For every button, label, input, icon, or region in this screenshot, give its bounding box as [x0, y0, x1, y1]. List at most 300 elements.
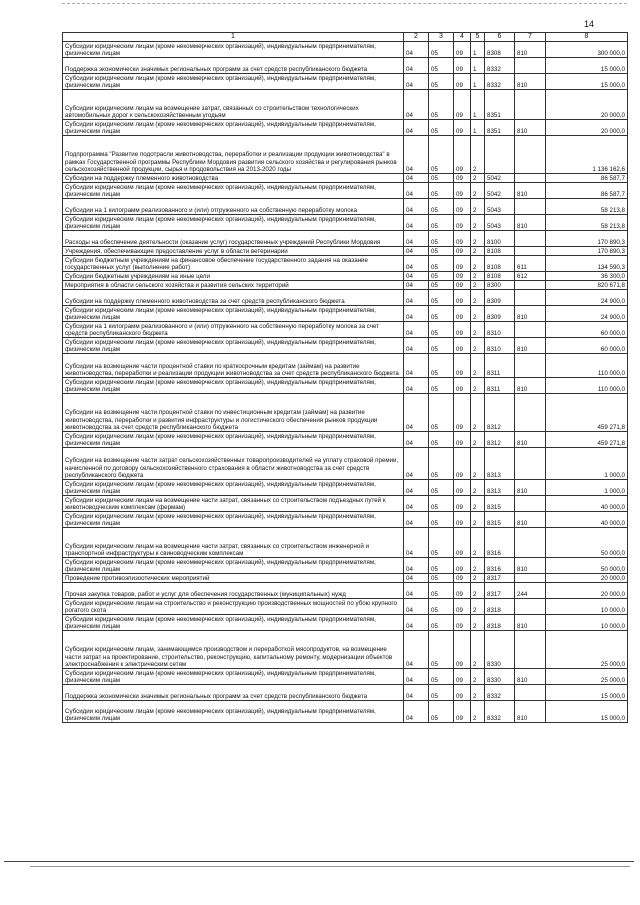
- row-code-cell: [515, 90, 546, 120]
- row-amount-cell: 25 000,0: [546, 631, 628, 669]
- row-name-cell: Субсидии юридическим лицам (кроме некоммерческих организаций), индивидуальным предпринимателям, физическим лицам: [63, 183, 404, 199]
- table-row: [63, 322, 628, 338]
- row-code-cell: 810: [515, 512, 546, 528]
- row-code-cell: 2: [471, 256, 485, 272]
- row-code-cell: [485, 136, 515, 174]
- row-code-cell: 05: [429, 231, 454, 247]
- row-code-cell: 8313: [485, 480, 515, 496]
- table-body: [63, 42, 628, 723]
- page-number: 14: [584, 19, 595, 29]
- row-code-cell: 8312: [485, 432, 515, 448]
- row-amount-cell: 170 890,3: [546, 231, 628, 247]
- row-code-cell: 05: [429, 74, 454, 90]
- row-name-cell: Субсидии юридическим лицам (кроме некоммерческих организаций), индивидуальным предпринимателям, физическим лицам: [63, 120, 404, 136]
- row-code-cell: 05: [429, 701, 454, 723]
- table-row: [63, 528, 628, 558]
- row-code-cell: 04: [404, 599, 429, 615]
- row-code-cell: 04: [404, 701, 429, 723]
- budget-table: [62, 32, 628, 723]
- table-row: [63, 685, 628, 701]
- row-code-cell: [515, 58, 546, 74]
- row-code-cell: 04: [404, 90, 429, 120]
- row-code-cell: 8330: [485, 669, 515, 685]
- header-cell: 8: [546, 33, 628, 42]
- row-code-cell: 05: [429, 496, 454, 512]
- row-code-cell: 09: [454, 199, 471, 215]
- row-code-cell: 04: [404, 631, 429, 669]
- row-code-cell: 810: [515, 215, 546, 231]
- row-code-cell: 04: [404, 58, 429, 74]
- row-code-cell: 09: [454, 256, 471, 272]
- row-amount-cell: 50 000,0: [546, 558, 628, 574]
- row-name-cell: Субсидии юридическим лицам (кроме некоммерческих организаций), индивидуальным предпринимателям, физическим лицам: [63, 42, 404, 58]
- row-amount-cell: 58 213,8: [546, 199, 628, 215]
- table-row: [63, 199, 628, 215]
- row-code-cell: 05: [429, 272, 454, 281]
- row-code-cell: 09: [454, 669, 471, 685]
- row-name-cell: Субсидии юридическим лицам (кроме некоммерческих организаций), индивидуальным предпринимателям, физическим лицам: [63, 701, 404, 723]
- row-code-cell: 8311: [485, 354, 515, 378]
- row-code-cell: 2: [471, 528, 485, 558]
- row-code-cell: 2: [471, 685, 485, 701]
- row-code-cell: [515, 174, 546, 183]
- row-code-cell: [515, 247, 546, 256]
- row-code-cell: [515, 448, 546, 480]
- row-code-cell: 8317: [485, 583, 515, 599]
- row-code-cell: 04: [404, 432, 429, 448]
- row-code-cell: 04: [404, 306, 429, 322]
- table-row: [63, 58, 628, 74]
- row-name-cell: Субсидии бюджетным учреждениям на иные цели: [63, 272, 404, 281]
- row-code-cell: 8330: [485, 631, 515, 669]
- row-code-cell: 04: [404, 512, 429, 528]
- row-code-cell: [515, 136, 546, 174]
- row-code-cell: 05: [429, 281, 454, 290]
- row-code-cell: 5042: [485, 183, 515, 199]
- row-name-cell: Субсидии юридическим лицам (кроме некоммерческих организаций), индивидуальным предпринимателям, физическим лицам: [63, 378, 404, 394]
- row-code-cell: 8315: [485, 496, 515, 512]
- row-name-cell: Проведение противоэпизоотических мероприятий: [63, 574, 404, 583]
- row-amount-cell: 10 000,0: [546, 615, 628, 631]
- row-code-cell: 2: [471, 231, 485, 247]
- row-name-cell: Субсидии на возмещение части затрат сельскохозяйственных товаропроизводителей на уплату страховой премии, начисленной по договору сельскохозяйственного страхования в области животноводства за счет средств республиканского бюджета: [63, 448, 404, 480]
- row-code-cell: 8313: [485, 448, 515, 480]
- row-code-cell: [515, 528, 546, 558]
- table-row: [63, 354, 628, 378]
- row-name-cell: Субсидии юридическим лицам на возмещение части затрат, связанных со строительством подъездных путей к животноводческим комплексам (фермам): [63, 496, 404, 512]
- row-code-cell: 2: [471, 215, 485, 231]
- row-code-cell: 09: [454, 378, 471, 394]
- table-row: [63, 496, 628, 512]
- row-code-cell: 09: [454, 306, 471, 322]
- table-row: [63, 574, 628, 583]
- table-row: [63, 281, 628, 290]
- row-name-cell: Субсидии на поддержку племенного животноводства: [63, 174, 404, 183]
- row-code-cell: 04: [404, 136, 429, 174]
- row-name-cell: Поддержка экономически значимых региональных программ за счет средств республиканского бюджета: [63, 58, 404, 74]
- row-code-cell: [515, 631, 546, 669]
- row-code-cell: [515, 496, 546, 512]
- row-amount-cell: 40 000,0: [546, 512, 628, 528]
- table-row: [63, 583, 628, 599]
- row-code-cell: 810: [515, 120, 546, 136]
- row-code-cell: 8312: [485, 394, 515, 432]
- row-code-cell: [515, 394, 546, 432]
- row-amount-cell: 20 000,0: [546, 583, 628, 599]
- table-row: [63, 432, 628, 448]
- row-code-cell: 09: [454, 512, 471, 528]
- row-code-cell: 810: [515, 615, 546, 631]
- row-code-cell: 810: [515, 338, 546, 354]
- row-name-cell: Субсидии юридическим лицам (кроме некоммерческих организаций), индивидуальным предпринимателям, физическим лицам: [63, 512, 404, 528]
- row-code-cell: 2: [471, 272, 485, 281]
- row-code-cell: 8108: [485, 272, 515, 281]
- row-code-cell: 09: [454, 574, 471, 583]
- row-code-cell: 04: [404, 281, 429, 290]
- row-code-cell: 5043: [485, 215, 515, 231]
- row-code-cell: 8311: [485, 378, 515, 394]
- row-amount-cell: 20 000,0: [546, 574, 628, 583]
- header-cell: 1: [63, 33, 404, 42]
- row-name-cell: Субсидии юридическим лицам (кроме некоммерческих организаций), индивидуальным предпринимателям, физическим лицам: [63, 215, 404, 231]
- row-name-cell: Прочая закупка товаров, работ и услуг для обеспечения государственных (муниципальных) нужд: [63, 583, 404, 599]
- row-code-cell: 04: [404, 199, 429, 215]
- row-code-cell: 09: [454, 480, 471, 496]
- row-code-cell: 04: [404, 256, 429, 272]
- row-amount-cell: 820 671,8: [546, 281, 628, 290]
- row-amount-cell: 110 000,0: [546, 378, 628, 394]
- row-amount-cell: 60 000,0: [546, 322, 628, 338]
- table-row: [63, 306, 628, 322]
- table-row: [63, 615, 628, 631]
- row-code-cell: 611: [515, 256, 546, 272]
- row-code-cell: 04: [404, 322, 429, 338]
- row-code-cell: 04: [404, 74, 429, 90]
- table-row: [63, 256, 628, 272]
- row-code-cell: 04: [404, 528, 429, 558]
- table-row: [63, 378, 628, 394]
- row-code-cell: 05: [429, 120, 454, 136]
- row-code-cell: 04: [404, 42, 429, 58]
- row-code-cell: 05: [429, 322, 454, 338]
- row-code-cell: 05: [429, 615, 454, 631]
- row-amount-cell: 15 000,0: [546, 701, 628, 723]
- row-code-cell: 8317: [485, 574, 515, 583]
- table-row: [63, 631, 628, 669]
- row-code-cell: 8316: [485, 528, 515, 558]
- row-name-cell: Субсидии на поддержку племенного животноводства за счет средств республиканского бюджета: [63, 290, 404, 306]
- row-code-cell: 8300: [485, 281, 515, 290]
- row-code-cell: 09: [454, 583, 471, 599]
- row-name-cell: Субсидии юридическим лицам (кроме некоммерческих организаций), индивидуальным предпринимателям, физическим лицам: [63, 432, 404, 448]
- row-code-cell: 05: [429, 574, 454, 583]
- row-code-cell: 04: [404, 272, 429, 281]
- row-amount-cell: 110 000,0: [546, 354, 628, 378]
- row-code-cell: 09: [454, 231, 471, 247]
- row-code-cell: 05: [429, 583, 454, 599]
- row-code-cell: 05: [429, 354, 454, 378]
- table-row: [63, 701, 628, 723]
- row-code-cell: 04: [404, 183, 429, 199]
- row-code-cell: 04: [404, 583, 429, 599]
- row-code-cell: 05: [429, 378, 454, 394]
- row-name-cell: Мероприятия в области сельского хозяйства и развития сельских территорий: [63, 281, 404, 290]
- row-code-cell: [515, 199, 546, 215]
- row-code-cell: 04: [404, 174, 429, 183]
- row-code-cell: 8318: [485, 599, 515, 615]
- row-name-cell: Субсидии на возмещение части процентной ставки по краткосрочным кредитам (займам) на развитие животноводства, переработки и реализации продукции животноводства за счет средств республиканского бюджета: [63, 354, 404, 378]
- row-code-cell: 05: [429, 599, 454, 615]
- row-name-cell: Субсидии юридическим лицам (кроме некоммерческих организаций), индивидуальным предпринимателям, физическим лицам: [63, 338, 404, 354]
- row-name-cell: Субсидии юридическим лицам (кроме некоммерческих организаций), индивидуальным предпринимателям, физическим лицам: [63, 558, 404, 574]
- row-code-cell: 8100: [485, 231, 515, 247]
- row-code-cell: 2: [471, 512, 485, 528]
- row-code-cell: 09: [454, 432, 471, 448]
- row-code-cell: 2: [471, 669, 485, 685]
- row-amount-cell: 15 000,0: [546, 58, 628, 74]
- row-code-cell: 05: [429, 558, 454, 574]
- table-row: [63, 480, 628, 496]
- table-row: [63, 247, 628, 256]
- row-code-cell: 05: [429, 136, 454, 174]
- row-code-cell: 2: [471, 290, 485, 306]
- row-amount-cell: 50 000,0: [546, 528, 628, 558]
- row-code-cell: 8108: [485, 247, 515, 256]
- row-code-cell: [515, 354, 546, 378]
- row-code-cell: 09: [454, 394, 471, 432]
- row-code-cell: 2: [471, 480, 485, 496]
- table-row: [63, 231, 628, 247]
- row-code-cell: 8315: [485, 512, 515, 528]
- row-amount-cell: 170 890,3: [546, 247, 628, 256]
- row-code-cell: 244: [515, 583, 546, 599]
- table-row: [63, 120, 628, 136]
- row-name-cell: Субсидии юридическим лицам (кроме некоммерческих организаций), индивидуальным предпринимателям, физическим лицам: [63, 74, 404, 90]
- row-amount-cell: 60 000,0: [546, 338, 628, 354]
- row-code-cell: 8316: [485, 558, 515, 574]
- row-code-cell: 09: [454, 338, 471, 354]
- table-row: [63, 669, 628, 685]
- row-code-cell: 8108: [485, 256, 515, 272]
- row-code-cell: 09: [454, 599, 471, 615]
- row-code-cell: 05: [429, 306, 454, 322]
- row-code-cell: 09: [454, 496, 471, 512]
- table-row: [63, 90, 628, 120]
- row-code-cell: 05: [429, 480, 454, 496]
- row-name-cell: Расходы на обеспечение деятельности (оказание услуг) государственных учреждений Республики Мордовия: [63, 231, 404, 247]
- row-name-cell: Субсидии на 1 килограмм реализованного и (или) отгруженного на собственную переработку молока за счет средств республиканского бюджета: [63, 322, 404, 338]
- row-code-cell: 2: [471, 183, 485, 199]
- row-code-cell: 09: [454, 701, 471, 723]
- row-code-cell: 04: [404, 378, 429, 394]
- row-code-cell: 05: [429, 42, 454, 58]
- row-code-cell: 05: [429, 631, 454, 669]
- row-code-cell: 2: [471, 394, 485, 432]
- row-code-cell: 2: [471, 558, 485, 574]
- row-code-cell: 2: [471, 496, 485, 512]
- row-code-cell: 05: [429, 58, 454, 74]
- row-name-cell: Субсидии бюджетным учреждениям на финансовое обеспечение государственного задания на оказание государственных услуг (выполнение работ): [63, 256, 404, 272]
- row-amount-cell: 459 271,8: [546, 432, 628, 448]
- row-code-cell: 2: [471, 247, 485, 256]
- table-row: [63, 599, 628, 615]
- row-code-cell: 2: [471, 631, 485, 669]
- row-code-cell: 04: [404, 496, 429, 512]
- row-code-cell: 09: [454, 558, 471, 574]
- row-code-cell: 09: [454, 290, 471, 306]
- row-amount-cell: 86 587,7: [546, 183, 628, 199]
- row-code-cell: 09: [454, 631, 471, 669]
- row-code-cell: 1: [471, 90, 485, 120]
- row-code-cell: 09: [454, 120, 471, 136]
- row-code-cell: 09: [454, 272, 471, 281]
- row-code-cell: 09: [454, 322, 471, 338]
- row-code-cell: 2: [471, 174, 485, 183]
- row-code-cell: 09: [454, 58, 471, 74]
- header-cell: 7: [515, 33, 546, 42]
- row-code-cell: 810: [515, 669, 546, 685]
- row-amount-cell: 20 000,0: [546, 120, 628, 136]
- header-cell: 6: [485, 33, 515, 42]
- row-code-cell: 2: [471, 615, 485, 631]
- table-row: [63, 290, 628, 306]
- row-code-cell: 2: [471, 599, 485, 615]
- table-row: [63, 215, 628, 231]
- row-code-cell: 2: [471, 338, 485, 354]
- row-code-cell: 04: [404, 669, 429, 685]
- row-code-cell: 810: [515, 74, 546, 90]
- header-cell: 4: [454, 33, 471, 42]
- row-code-cell: 2: [471, 378, 485, 394]
- row-code-cell: 05: [429, 199, 454, 215]
- row-amount-cell: 20 000,0: [546, 90, 628, 120]
- row-name-cell: Субсидии юридическим лицам (кроме некоммерческих организаций), индивидуальным предпринимателям, физическим лицам: [63, 615, 404, 631]
- table-row: [63, 42, 628, 58]
- row-code-cell: 05: [429, 215, 454, 231]
- row-code-cell: 5043: [485, 199, 515, 215]
- row-code-cell: 04: [404, 480, 429, 496]
- row-code-cell: 05: [429, 394, 454, 432]
- row-code-cell: [515, 685, 546, 701]
- row-amount-cell: 25 000,0: [546, 669, 628, 685]
- row-name-cell: Субсидии юридическим лицам (кроме некоммерческих организаций), индивидуальным предпринимателям, физическим лицам: [63, 306, 404, 322]
- row-code-cell: 8309: [485, 306, 515, 322]
- table-row: [63, 174, 628, 183]
- row-amount-cell: 134 590,3: [546, 256, 628, 272]
- row-code-cell: 09: [454, 90, 471, 120]
- row-code-cell: 2: [471, 281, 485, 290]
- row-name-cell: Субсидии юридическим лицам, занимающимся производством и переработкой мясопродуктов, на возмещение части затрат на проектирование, строительство, реконструкцию, капитальному ремонту, модернизации объектов электроснабжения к электрическим сетям: [63, 631, 404, 669]
- row-code-cell: 2: [471, 583, 485, 599]
- row-amount-cell: 10 000,0: [546, 599, 628, 615]
- row-code-cell: 05: [429, 247, 454, 256]
- row-amount-cell: 1 136 162,6: [546, 136, 628, 174]
- row-code-cell: 2: [471, 448, 485, 480]
- row-code-cell: 05: [429, 290, 454, 306]
- row-code-cell: 05: [429, 90, 454, 120]
- row-code-cell: 09: [454, 174, 471, 183]
- row-code-cell: [515, 322, 546, 338]
- row-code-cell: 8332: [485, 701, 515, 723]
- row-name-cell: Поддержка экономически значимых региональных программ за счет средств республиканского бюджета: [63, 685, 404, 701]
- row-amount-cell: 86 587,7: [546, 174, 628, 183]
- row-code-cell: [515, 574, 546, 583]
- row-code-cell: 09: [454, 354, 471, 378]
- row-code-cell: 04: [404, 247, 429, 256]
- row-code-cell: 05: [429, 174, 454, 183]
- row-code-cell: 8310: [485, 338, 515, 354]
- row-code-cell: 04: [404, 120, 429, 136]
- header-cell: 2: [404, 33, 429, 42]
- row-amount-cell: 24 900,0: [546, 306, 628, 322]
- row-code-cell: 04: [404, 394, 429, 432]
- row-code-cell: 8309: [485, 290, 515, 306]
- row-code-cell: 04: [404, 231, 429, 247]
- row-name-cell: Субсидии юридическим лицам (кроме некоммерческих организаций), индивидуальным предпринимателям, физическим лицам: [63, 669, 404, 685]
- row-code-cell: 04: [404, 338, 429, 354]
- row-code-cell: 05: [429, 669, 454, 685]
- row-code-cell: 09: [454, 183, 471, 199]
- row-code-cell: 04: [404, 685, 429, 701]
- row-code-cell: 2: [471, 354, 485, 378]
- row-code-cell: 09: [454, 685, 471, 701]
- row-code-cell: 8308: [485, 42, 515, 58]
- row-code-cell: 09: [454, 136, 471, 174]
- row-code-cell: 2: [471, 306, 485, 322]
- row-code-cell: 05: [429, 685, 454, 701]
- row-name-cell: Субсидии юридическим лицам на строительство и реконструкцию производственных мощностей по убою крупного рогатого скота: [63, 599, 404, 615]
- row-code-cell: 8332: [485, 58, 515, 74]
- row-amount-cell: 40 000,0: [546, 496, 628, 512]
- row-code-cell: 1: [471, 58, 485, 74]
- row-name-cell: Субсидии на 1 килограмм реализованного и (или) отгруженного на собственную переработку молока: [63, 199, 404, 215]
- row-code-cell: 810: [515, 558, 546, 574]
- row-code-cell: 05: [429, 512, 454, 528]
- row-code-cell: 5042: [485, 174, 515, 183]
- row-code-cell: 05: [429, 432, 454, 448]
- row-code-cell: [515, 599, 546, 615]
- row-code-cell: 09: [454, 528, 471, 558]
- row-code-cell: 09: [454, 215, 471, 231]
- row-code-cell: 8318: [485, 615, 515, 631]
- row-code-cell: [515, 231, 546, 247]
- row-code-cell: 8310: [485, 322, 515, 338]
- row-code-cell: 1: [471, 120, 485, 136]
- row-code-cell: 09: [454, 74, 471, 90]
- table-row: [63, 338, 628, 354]
- row-amount-cell: 15 000,0: [546, 74, 628, 90]
- row-code-cell: 09: [454, 42, 471, 58]
- row-code-cell: 04: [404, 290, 429, 306]
- row-code-cell: 04: [404, 615, 429, 631]
- row-code-cell: 05: [429, 256, 454, 272]
- row-name-cell: Учреждения, обеспечивающие предоставление услуг в области ветеринарии: [63, 247, 404, 256]
- row-amount-cell: 300 000,0: [546, 42, 628, 58]
- row-code-cell: 09: [454, 281, 471, 290]
- row-code-cell: 2: [471, 701, 485, 723]
- row-code-cell: 810: [515, 183, 546, 199]
- row-amount-cell: 459 271,8: [546, 394, 628, 432]
- table-row: [63, 183, 628, 199]
- row-code-cell: [515, 281, 546, 290]
- row-code-cell: 1: [471, 74, 485, 90]
- row-code-cell: 09: [454, 247, 471, 256]
- row-code-cell: 1: [471, 42, 485, 58]
- row-code-cell: 05: [429, 528, 454, 558]
- row-code-cell: 810: [515, 378, 546, 394]
- row-code-cell: 810: [515, 701, 546, 723]
- row-code-cell: 04: [404, 448, 429, 480]
